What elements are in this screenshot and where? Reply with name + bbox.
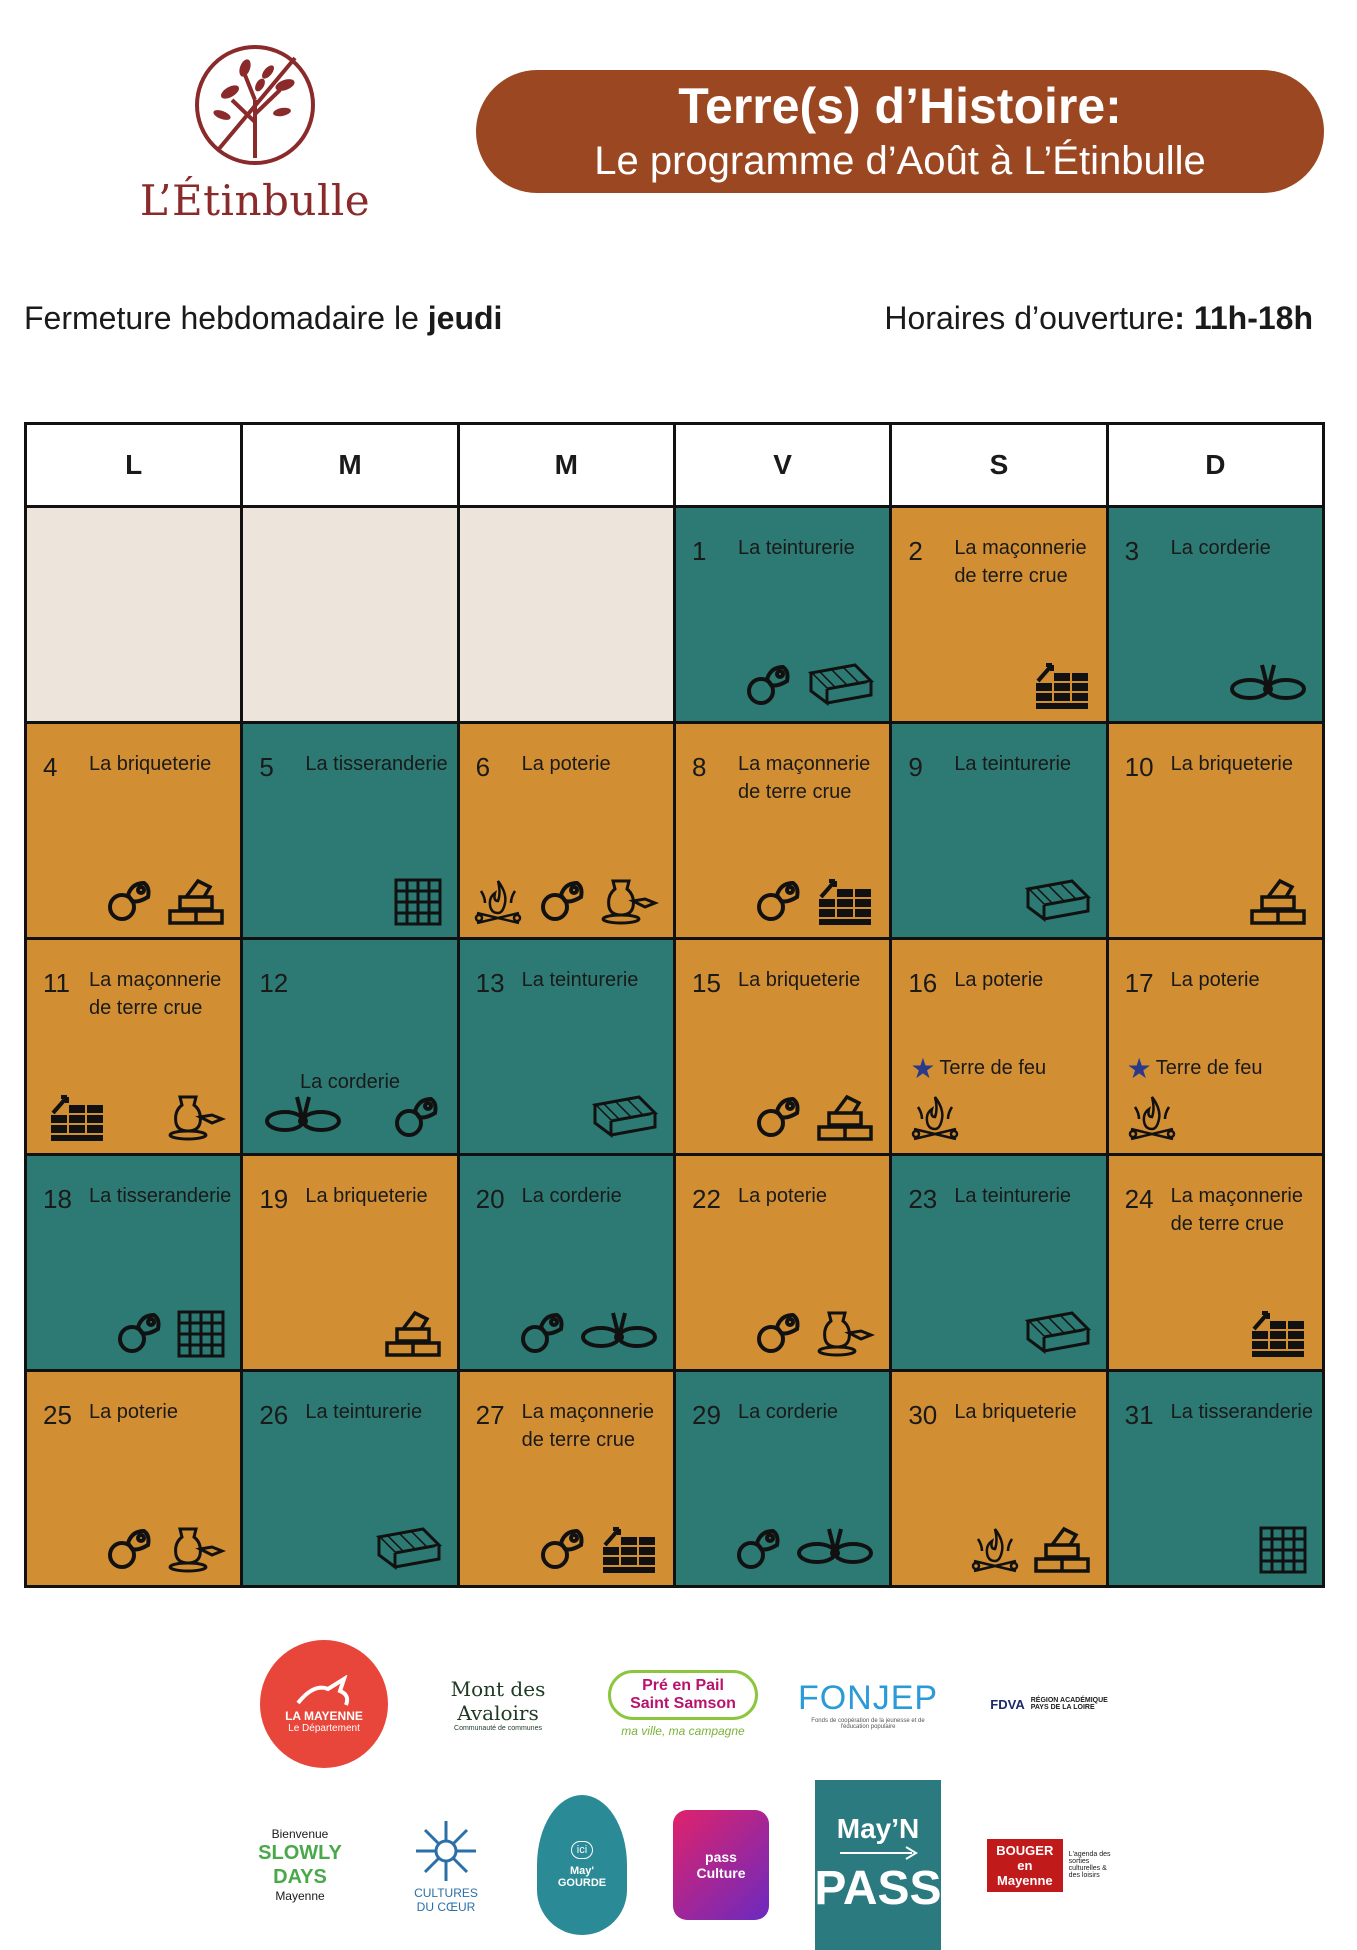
activity-icons [535,1521,659,1575]
activity-icons [908,1089,962,1143]
weekday-header: S [891,424,1107,507]
tree-logo-icon [190,40,320,170]
calendar-grid [24,422,1325,1588]
pacifier-icon [751,1089,805,1143]
brand-name: L’Étinbulle [139,176,371,225]
day-cell [26,723,242,939]
day-number: 29 [691,1400,721,1430]
activity-label: La maçonnerie de terre crue [954,537,1087,587]
day-number: 19 [259,1184,289,1214]
weave-icon [176,1309,226,1359]
partner-row-2 [245,1780,1117,1950]
cultures-du-coeur-logo [401,1800,491,1930]
brick-mold-icon [1032,1521,1092,1575]
partner-sub: DU CŒUR [416,1900,476,1914]
campfire-icon [968,1521,1022,1575]
day-cell [674,1371,890,1587]
activity-label: La teinturerie [737,537,855,559]
pacifier-icon [112,1305,166,1359]
activity-icons [731,1521,875,1575]
day-number: 23 [908,1184,938,1214]
activity-icons [373,1521,443,1575]
special-event-label: Terre de feu [1155,1056,1263,1079]
day-number: 22 [691,1184,721,1214]
activity-icons [393,877,443,927]
activity-label: La teinturerie [954,1185,1072,1207]
activity-icons [1228,657,1308,711]
pottery-icon [166,1521,226,1575]
brick-mold-icon [1248,873,1308,927]
brick-wall-icon [599,1521,659,1575]
activity-icons [47,1089,226,1143]
partner-top: ici [571,1841,593,1859]
activity-icons [102,873,226,927]
etinbulle-logo [125,40,385,250]
day-cell [891,723,1107,939]
rope-icon [795,1521,875,1575]
pottery-icon [599,873,659,927]
partner-name: pass Culture [696,1849,746,1881]
pacifier-icon [389,1089,443,1143]
hours-prefix: Horaires d’ouverture [884,300,1175,336]
day-number: 10 [1124,752,1154,782]
campfire-icon [908,1089,962,1143]
weekday-header: M [458,424,674,507]
mayn-pass-logo [815,1780,941,1950]
hours-value: 11h-18h [1193,300,1313,336]
activity-icons [1248,1305,1308,1359]
day-cell [26,1371,242,1587]
campfire-icon [471,873,525,927]
day-cell [1107,939,1323,1155]
activity-label: La teinturerie [521,969,639,991]
activity-icons [383,1305,443,1359]
activity-label: La corderie [521,1185,622,1207]
special-event [1127,1052,1263,1085]
day-number: 9 [908,752,923,782]
calendar-week-row [26,723,1324,939]
pacifier-icon [535,873,589,927]
weave-icon [1258,1525,1308,1575]
calendar-week-row [26,939,1324,1155]
weekday-header: V [674,424,890,507]
blanket-icon [589,1089,659,1143]
day-cell [674,507,890,723]
day-cell [242,1371,458,1587]
day-cell [891,939,1107,1155]
partner-sub: Fonds de coopération de la jeunesse et de l'éducation populaire [811,1717,925,1730]
weekday-header-row [26,424,1324,507]
pottery-icon [166,1089,226,1143]
empty-day-cell [242,507,458,723]
weekday-header: L [26,424,242,507]
horse-icon [294,1675,354,1709]
hours-colon: : [1174,300,1194,336]
day-cell [242,1155,458,1371]
day-cell [458,939,674,1155]
day-cell [674,1155,890,1371]
empty-day-cell [26,507,242,723]
day-number: 27 [475,1400,505,1430]
pottery-icon [815,1305,875,1359]
day-cell [26,939,242,1155]
la-mayenne-logo [260,1640,388,1768]
calendar-week-row [26,1155,1324,1371]
pacifier-icon [515,1305,569,1359]
brick-mold-icon [815,1089,875,1143]
day-cell [674,939,890,1155]
pacifier-icon [751,873,805,927]
activity-label: La briqueterie [89,753,212,775]
activity-icons [515,1305,659,1359]
closing-day: jeudi [427,300,503,336]
calendar-week-row [26,507,1324,723]
calendar-body [26,507,1324,1587]
activity-label: La poterie [89,1401,178,1423]
campfire-icon [1125,1089,1179,1143]
activity-label: La poterie [521,753,611,775]
activity-icons [1032,657,1092,711]
activity-label: La maçonnerie de terre crue [521,1401,654,1451]
day-number: 16 [908,968,938,998]
brick-wall-icon [47,1089,107,1143]
day-cell [1107,507,1323,723]
page-title: Terre(s) d’Histoire: [678,78,1122,134]
partner-name: BOUGER en Mayenne [987,1839,1063,1892]
activity-label: La teinturerie [305,1401,423,1423]
activity-label: La maçonnerie de terre crue [89,969,222,1019]
day-cell [242,939,458,1155]
brick-wall-icon [1032,657,1092,711]
pacifier-icon [102,1521,156,1575]
empty-day-cell [458,507,674,723]
activity-label: La corderie [1170,537,1271,559]
activity-icons [741,657,875,711]
weekday-header: D [1107,424,1323,507]
day-number: 11 [43,968,70,998]
pacifier-icon [535,1521,589,1575]
partner-sub: RÉGION ACADÉMIQUE PAYS DE LA LOIRE [1030,1696,1108,1711]
day-number: 17 [1124,968,1154,998]
weave-icon [393,877,443,927]
bouger-en-mayenne-logo [987,1839,1117,1892]
day-number: 4 [43,752,58,782]
pacifier-icon [731,1521,785,1575]
special-event [910,1052,1046,1085]
activity-label: La corderie [299,1071,401,1093]
activity-label: La poterie [954,969,1044,991]
activity-label: La poterie [1170,969,1260,991]
activity-icons [1022,873,1092,927]
partner-name: May' GOURDE [557,1865,607,1889]
day-number: 26 [259,1400,289,1430]
brick-wall-icon [815,873,875,927]
blanket-icon [1022,873,1092,927]
activity-icons [1125,1089,1179,1143]
partner-sub: PASS [814,1862,942,1915]
activity-label: La teinturerie [954,753,1072,775]
activity-label: La tisseranderie [1170,1401,1313,1423]
pass-culture-logo [673,1810,769,1920]
closing-prefix: Fermeture hebdomadaire le [24,300,428,336]
activity-label: La maçonnerie de terre crue [1170,1185,1303,1235]
partner-sub: L'agenda des sorties culturelles & des loisirs [1068,1851,1111,1879]
day-number: 13 [475,968,505,998]
day-number: 1 [691,536,707,566]
day-number: 5 [259,752,274,782]
activity-icons [1248,873,1308,927]
arrow-icon [838,1845,918,1861]
activity-label: La briqueterie [1170,753,1293,775]
partner-sub: Communauté de communes [454,1724,542,1732]
partner-name: FONJEP [797,1678,939,1717]
day-cell [458,1371,674,1587]
fdva-logo [978,1697,1128,1712]
activity-label: La maçonnerie de terre crue [737,753,871,803]
rope-icon [263,1089,343,1143]
opening-hours-info [884,300,1313,337]
brick-mold-icon [383,1305,443,1359]
day-number: 25 [43,1400,72,1430]
day-cell [458,1155,674,1371]
partner-row-1 [260,1640,1128,1768]
partner-name: FDVA [990,1696,1025,1712]
activity-icons [1258,1525,1308,1575]
may-gourde-logo [537,1795,627,1935]
activity-label: La tisseranderie [305,753,448,775]
page-subtitle: Le programme d’Août à L’Étinbulle [594,139,1206,183]
activity-icons [589,1089,659,1143]
rope-icon [1228,657,1308,711]
activity-label: La tisseranderie [89,1185,232,1207]
day-cell [458,723,674,939]
blanket-icon [373,1521,443,1575]
day-number: 3 [1124,536,1140,566]
pre-en-pail-logo [608,1659,758,1749]
mont-des-avaloirs-logo [428,1677,568,1732]
partner-bottom: Mayenne [275,1889,325,1903]
star-icon: ★ [910,1053,936,1084]
activity-label: La poterie [737,1185,827,1207]
activity-icons [751,873,875,927]
fonjep-logo [798,1679,938,1730]
activity-label: La briqueterie [737,969,861,991]
day-cell [891,1155,1107,1371]
partner-name: Mont des Avaloirs [450,1676,546,1725]
pacifier-icon [751,1305,805,1359]
pacifier-icon [102,873,156,927]
activity-icons [968,1521,1092,1575]
partner-name: SLOWLY DAYS [258,1842,342,1888]
day-cell [26,1155,242,1371]
partner-name: LA MAYENNE [285,1708,363,1723]
blanket-icon [805,657,875,711]
day-number: 31 [1124,1400,1154,1430]
brick-mold-icon [166,873,226,927]
weekly-closing-info [24,300,502,337]
activity-icons [263,1089,442,1143]
blanket-icon [1022,1305,1092,1359]
snowflake-icon [411,1816,481,1886]
partner-name: May’N [836,1813,920,1844]
day-number: 18 [43,1184,72,1214]
brick-wall-icon [1248,1305,1308,1359]
activity-icons [1022,1305,1092,1359]
pacifier-icon [741,657,795,711]
partner-sub: Le Département [288,1722,360,1734]
partner-name: CULTURES [414,1886,478,1900]
activity-icons [751,1305,875,1359]
activity-icons [102,1521,226,1575]
day-cell [242,723,458,939]
rope-icon [579,1305,659,1359]
activity-icons [471,873,659,927]
day-cell [1107,1371,1323,1587]
day-cell [674,723,890,939]
activity-icons [751,1089,875,1143]
special-event-label: Terre de feu [939,1056,1047,1079]
day-cell [1107,1155,1323,1371]
title-banner [476,70,1324,193]
slowly-days-logo [245,1800,355,1930]
day-cell [1107,723,1323,939]
day-number: 20 [475,1184,505,1214]
day-number: 6 [475,752,491,782]
day-number: 2 [908,536,923,566]
day-cell [891,507,1107,723]
activity-icons [112,1305,226,1359]
activity-label: La corderie [737,1401,839,1423]
activity-label: La briqueterie [305,1185,428,1207]
day-number: 12 [259,968,289,998]
day-number: 24 [1124,1184,1154,1214]
day-number: 15 [691,968,721,998]
day-cell [891,1371,1107,1587]
calendar-week-row [26,1371,1324,1587]
weekday-header: M [242,424,458,507]
day-number: 30 [908,1400,938,1430]
partner-top: Bienvenue [271,1827,329,1841]
partner-sub: ma ville, ma campagne [621,1724,745,1738]
day-number: 8 [691,752,707,782]
star-icon: ★ [1126,1053,1152,1084]
partner-name: Pré en Pail Saint Samson [608,1670,758,1720]
activity-label: La briqueterie [954,1401,1077,1423]
